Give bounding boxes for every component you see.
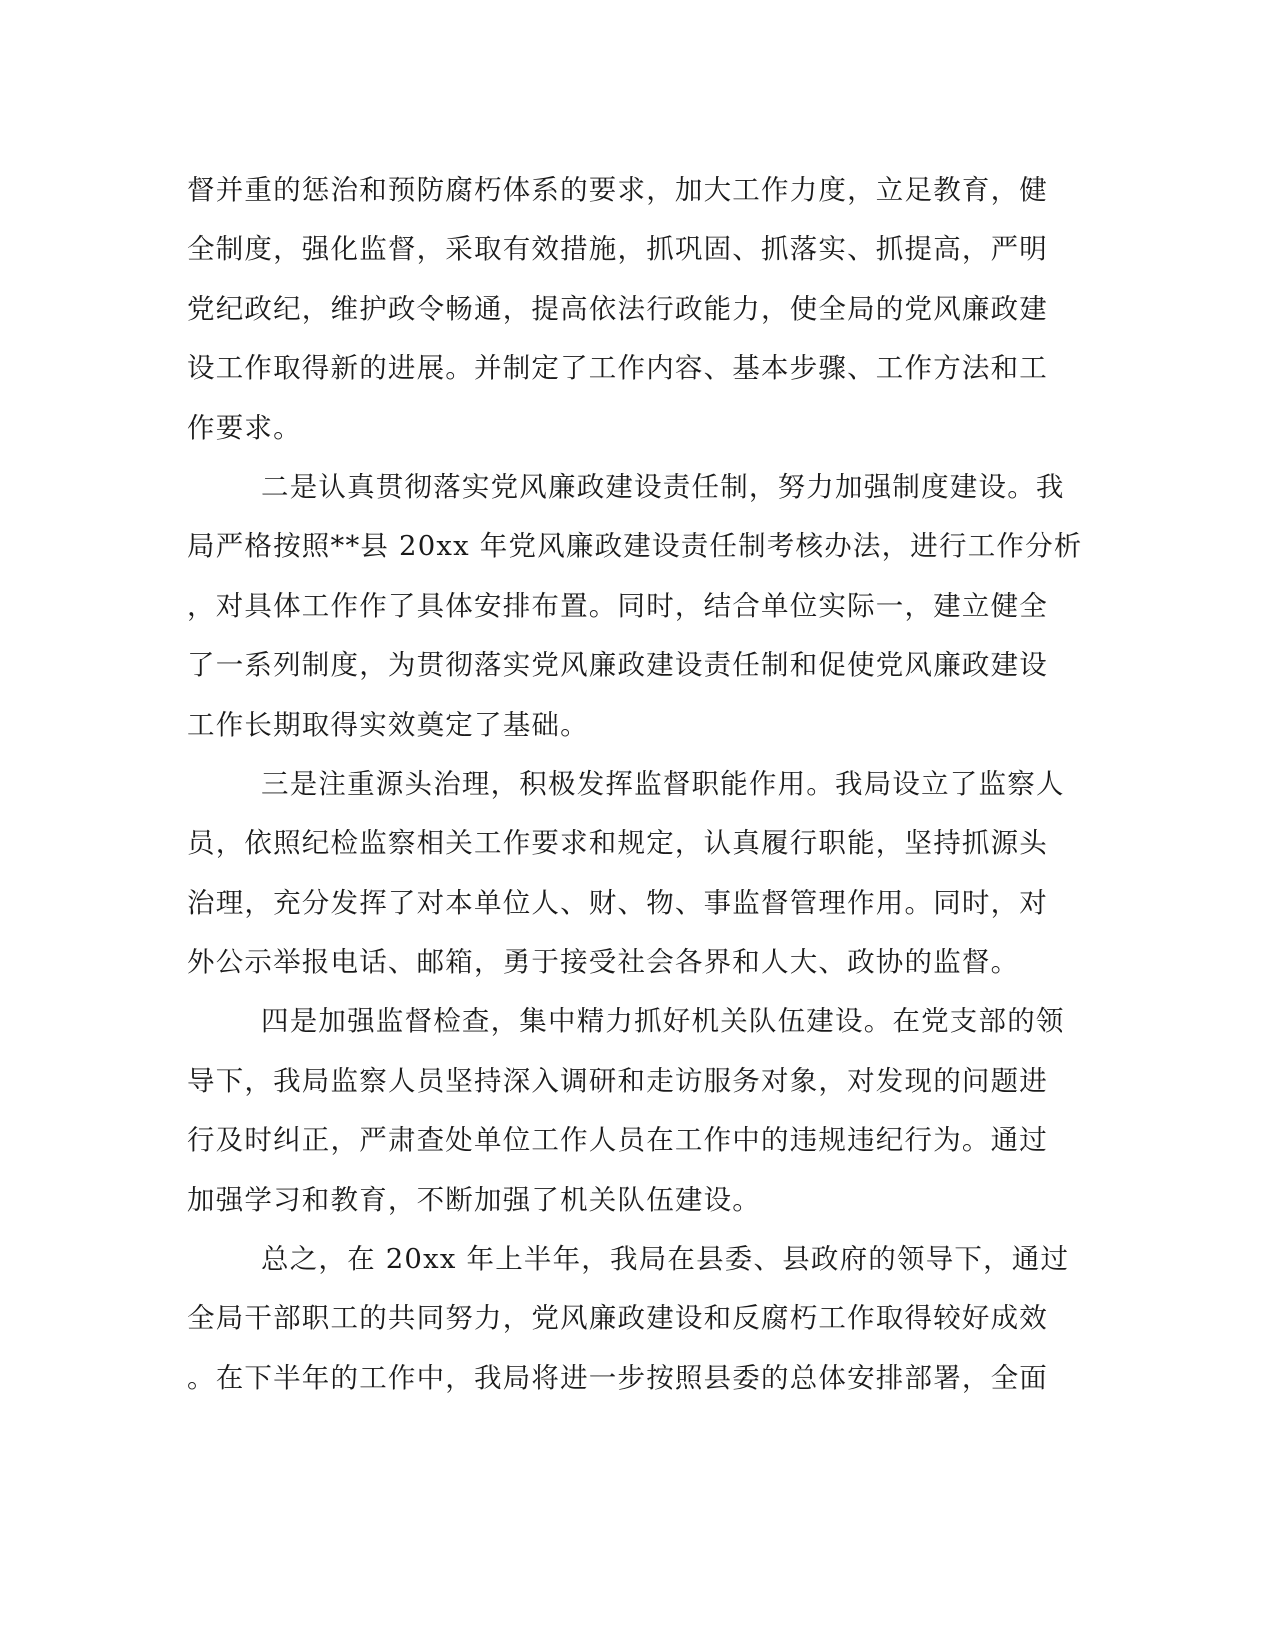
text-line: 全制度，强化监督，采取有效措施，抓巩固、抓落实、抓提高，严明	[187, 233, 1048, 266]
text-line: 导下，我局监察人员坚持深入调研和走访服务对象，对发现的问题进	[187, 1064, 1048, 1097]
text-line: 全局干部职工的共同努力，党风廉政建设和反腐朽工作取得较好成效	[187, 1302, 1048, 1335]
text-line: 员，依照纪检监察相关工作要求和规定，认真履行职能，坚持抓源头	[187, 827, 1048, 860]
paragraph-first-line: 总之，在 20xx 年上半年，我局在县委、县政府的领导下，通过	[261, 1243, 1070, 1276]
text-line: 加强学习和教育，不断加强了机关队伍建设。	[187, 1183, 761, 1216]
text-line: 局严格按照**县 20xx 年党风廉政建设责任制考核办法，进行工作分析	[187, 530, 1083, 563]
text-line: 督并重的惩治和预防腐朽体系的要求，加大工作力度，立足教育，健	[187, 174, 1048, 206]
paragraph-first-line: 四是加强监督检查，集中精力抓好机关队伍建设。在党支部的领	[261, 1005, 1065, 1038]
text-line: 工作长期取得实效奠定了基础。	[187, 708, 589, 741]
text-line: 。在下半年的工作中，我局将进一步按照县委的总体安排部署，全面	[187, 1361, 1048, 1394]
text-line: 治理，充分发挥了对本单位人、财、物、事监督管理作用。同时，对	[187, 886, 1048, 919]
paragraph-first-line: 三是注重源头治理，积极发挥监督职能作用。我局设立了监察人	[261, 767, 1065, 800]
text-line: 设工作取得新的进展。并制定了工作内容、基本步骤、工作方法和工	[187, 352, 1048, 385]
text-line: 党纪政纪，维护政令畅通，提高依法行政能力，使全局的党风廉政建	[187, 292, 1048, 325]
paragraph-first-line: 二是认真贯彻落实党风廉政建设责任制，努力加强制度建设。我	[261, 470, 1065, 503]
text-line: 作要求。	[187, 411, 302, 444]
text-line: 了一系列制度，为贯彻落实党风廉政建设责任制和促使党风廉政建设	[187, 649, 1048, 682]
body-text	[187, 161, 1083, 1408]
text-line: ，对具体工作作了具体安排布置。同时，结合单位实际一，建立健全	[187, 589, 1048, 622]
text-line: 行及时纠正，严肃查处单位工作人员在工作中的违规违纪行为。通过	[187, 1124, 1048, 1157]
text-line: 外公示举报电话、邮箱，勇于接受社会各界和人大、政协的监督。	[187, 946, 1020, 979]
